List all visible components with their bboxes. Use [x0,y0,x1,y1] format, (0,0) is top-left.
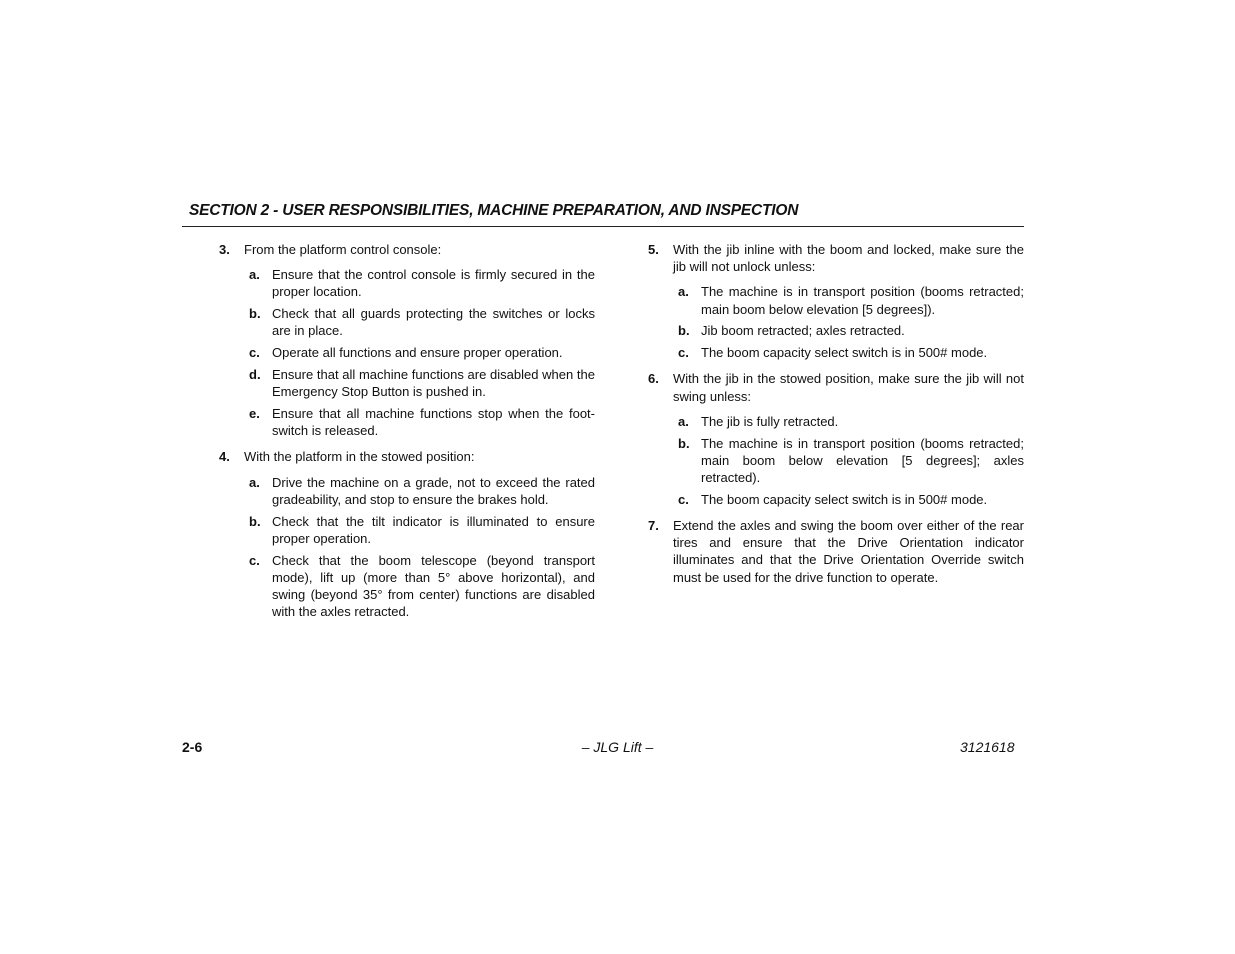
list-item [678,435,1024,487]
list-item [249,513,595,547]
item-letter: a. [678,413,689,429]
page-number: 2-6 [182,739,203,755]
item-text: Ensure that the control console is firmly secured in the proper location. [272,267,595,300]
list-item [678,322,1024,339]
item-letter: a. [249,474,260,490]
item-letter: c. [678,345,689,361]
list-item [249,366,595,400]
item-text: Check that all guards protecting the switches or locks are in place. [272,306,595,339]
item-letter: a. [678,284,689,300]
list-item [249,405,595,439]
list-item [678,413,1024,430]
item-text: The boom capacity select switch is in 500# mode. [701,491,988,507]
step-text: With the jib in the stowed position, make sure the jib will not swing unless: [673,371,1024,404]
document-number: 3121618 [960,739,1015,755]
list-item [678,283,1024,317]
item-text: The jib is fully retracted. [701,413,839,429]
step-number: 7. [648,518,659,534]
item-letter: c. [249,552,260,568]
step-number: 5. [648,242,659,257]
item-letter: c. [678,491,689,507]
list-item [249,305,595,339]
item-text: Jib boom retracted; axles retracted. [701,323,905,339]
item-letter: c. [249,345,260,361]
item-text: The machine is in transport position (booms retracted; main boom below elevation [5 degrees]; axles retracted). [701,435,1024,486]
step-5 [648,241,1024,275]
item-letter: e. [249,406,260,421]
step-3-subitems [219,266,595,439]
list-item [249,552,595,621]
item-letter: b. [249,513,261,529]
step-text: Extend the axles and swing the boom over either of the rear tires and ensure that the Drive Orientation indicator illuminates and that the Drive Orientation Override switch must be used for the drive function to operate. [673,518,1024,585]
item-text: The boom capacity select switch is in 500# mode. [701,345,988,361]
step-4 [219,448,595,465]
list-item [678,344,1024,361]
header-rule [182,226,1024,227]
item-text: The machine is in transport position (booms retracted; main boom below elevation [5 degrees]). [701,284,1024,317]
step-4-subitems [219,474,595,621]
item-text: Ensure that all machine functions are disabled when the Emergency Stop Button is pushed in. [272,367,595,400]
step-number: 3. [219,242,230,257]
section-header: SECTION 2 - USER RESPONSIBILITIES, MACHINE PREPARATION, AND INSPECTION [189,202,799,219]
footer-brand: – JLG Lift – [581,739,654,755]
item-text: Check that the boom telescope (beyond transport mode), lift up (more than 5° above horizontal), and swing (beyond 35° from center) functions are disabled with the axles retracted. [272,552,595,620]
step-text: With the jib inline with the boom and locked, make sure the jib will not unlock unless: [673,242,1024,275]
step-text: With the platform in the stowed position: [244,449,475,465]
step-number: 6. [648,371,659,387]
item-letter: b. [249,306,261,322]
item-text: Ensure that all machine functions stop when the foot-switch is released. [272,406,595,439]
list-item [249,266,595,300]
step-3 [219,241,595,258]
item-letter: d. [249,367,261,382]
item-text: Drive the machine on a grade, not to exceed the rated gradeability, and stop to ensure the brakes hold. [272,474,595,507]
item-letter: a. [249,267,260,283]
list-item [249,344,595,361]
step-6 [648,370,1024,404]
right-column [648,241,1024,594]
step-text: From the platform control console: [244,242,442,257]
step-6-subitems [648,413,1024,508]
step-7 [648,517,1024,586]
item-letter: b. [678,435,690,451]
item-letter: b. [678,323,690,339]
left-column [219,241,595,629]
step-number: 4. [219,449,230,465]
list-item [678,491,1024,508]
step-5-subitems [648,283,1024,361]
item-text: Operate all functions and ensure proper operation. [272,345,563,361]
list-item [249,474,595,508]
item-text: Check that the tilt indicator is illuminated to ensure proper operation. [272,513,595,546]
